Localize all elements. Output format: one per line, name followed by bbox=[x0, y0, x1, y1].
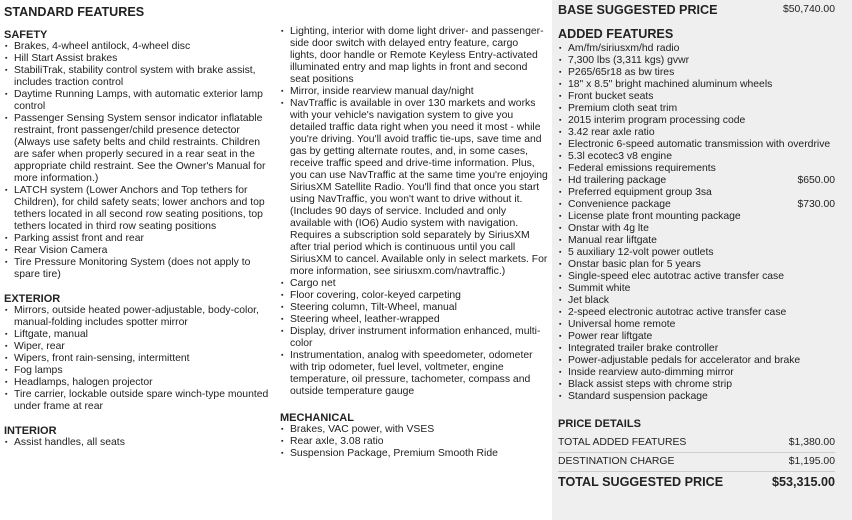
price-detail-value: $1,380.00 bbox=[788, 437, 835, 448]
list-item: ▪ Tire carrier, lockable outside spare winch-type mounted under frame at rear bbox=[4, 389, 272, 413]
added-feature-item bbox=[558, 187, 835, 199]
added-feature-item bbox=[558, 103, 835, 115]
added-feature-item bbox=[558, 247, 835, 259]
total-price-label: TOTAL SUGGESTED PRICE bbox=[558, 475, 724, 489]
price-detail-value: $1,195.00 bbox=[788, 456, 835, 467]
price-detail-label: DESTINATION CHARGE bbox=[558, 456, 675, 467]
added-feature-item bbox=[558, 79, 835, 91]
list-item: ▪ Daytime Running Lamps, with automatic exterior lamp control bbox=[4, 89, 272, 113]
added-feature-item bbox=[558, 67, 835, 79]
list-item: ▪ Steering column, Tilt-Wheel, manual bbox=[280, 302, 548, 314]
added-feature-item bbox=[558, 163, 835, 175]
list-item: ▪ Mirror, inside rearview manual day/night bbox=[280, 86, 548, 98]
list-item: ▪ Assist handles, all seats bbox=[4, 437, 272, 449]
list-item: ▪ Brakes, 4-wheel antilock, 4-wheel disc bbox=[4, 41, 272, 53]
added-feature-text: ▪ Convenience package bbox=[568, 199, 671, 210]
added-feature-text: ▪ Black assist steps with chrome strip bbox=[568, 379, 732, 390]
mechanical-list bbox=[280, 424, 548, 460]
added-feature-text: ▪ Standard suspension package bbox=[568, 391, 708, 402]
list-item: ▪ Tire Pressure Monitoring System (does not apply to spare tire) bbox=[4, 257, 272, 281]
added-feature-text: ▪ Electronic 6-speed automatic transmission with overdrive bbox=[568, 139, 831, 150]
base-price-value: $50,740.00 bbox=[782, 4, 835, 15]
added-feature-text: ▪ Front bucket seats bbox=[568, 91, 654, 102]
list-item: ▪ Passenger Sensing System sensor indicator inflatable restraint, front passenger/child presence detector (Always use safety belts and child restraints. Children are safer when properly secured in a rear seat in the appropriate child restraint. See the Owner's Manual for more information.) bbox=[4, 113, 272, 185]
list-item: ▪ Cargo net bbox=[280, 278, 548, 290]
added-feature-item bbox=[558, 367, 835, 379]
added-feature-text: ▪ Manual rear liftgate bbox=[568, 235, 657, 246]
base-price-row bbox=[558, 3, 835, 17]
added-feature-price: $730.00 bbox=[797, 199, 835, 210]
added-feature-text: ▪ Federal emissions requirements bbox=[568, 163, 716, 174]
price-detail-row bbox=[558, 434, 835, 453]
list-item: ▪ Rear Vision Camera bbox=[4, 245, 272, 257]
added-feature-item bbox=[558, 283, 835, 295]
added-feature-text: ▪ Onstar basic plan for 5 years bbox=[568, 259, 701, 270]
added-feature-item bbox=[558, 331, 835, 343]
added-feature-text: ▪ Power rear liftgate bbox=[568, 331, 653, 342]
list-item: ▪ Wiper, rear bbox=[4, 341, 272, 353]
list-item: ▪ LATCH system (Lower Anchors and Top tethers for Children), for child safety seats; lower anchors and top tethers located in all second row seating positions, top tethers located in third row seating positions bbox=[4, 185, 272, 233]
standard-features-title: STANDARD FEATURES bbox=[4, 5, 145, 19]
added-feature-item bbox=[558, 91, 835, 103]
price-detail-label: TOTAL ADDED FEATURES bbox=[558, 437, 687, 448]
added-feature-text: ▪ 5 auxiliary 12-volt power outlets bbox=[568, 247, 714, 258]
added-feature-text: ▪ Summit white bbox=[568, 283, 631, 294]
added-feature-item bbox=[558, 139, 835, 151]
added-feature-text: ▪ Hd trailering package bbox=[568, 175, 667, 186]
exterior-list bbox=[4, 305, 272, 413]
added-feature-text: ▪ Preferred equipment group 3sa bbox=[568, 187, 712, 198]
added-feature-item bbox=[558, 355, 835, 367]
added-feature-text: ▪ License plate front mounting package bbox=[568, 211, 741, 222]
added-feature-item bbox=[558, 43, 835, 55]
list-item: ▪ Parking assist front and rear bbox=[4, 233, 272, 245]
list-item: ▪ Steering wheel, leather-wrapped bbox=[280, 314, 548, 326]
added-features-list bbox=[558, 43, 835, 403]
standard-features-column-2 bbox=[280, 0, 548, 460]
list-item: ▪ Brakes, VAC power, with VSES bbox=[280, 424, 548, 436]
total-price-row bbox=[558, 474, 835, 490]
added-feature-text: ▪ Universal home remote bbox=[568, 319, 676, 330]
added-feature-item bbox=[558, 211, 835, 223]
list-item: ▪ Rear axle, 3.08 ratio bbox=[280, 436, 548, 448]
added-feature-text: ▪ 2015 interim program processing code bbox=[568, 115, 746, 126]
added-feature-text: ▪ 3.42 rear axle ratio bbox=[568, 127, 655, 138]
interior-list bbox=[4, 437, 272, 449]
added-feature-item bbox=[558, 295, 835, 307]
added-feature-text: ▪ Onstar with 4g lte bbox=[568, 223, 649, 234]
list-item: ▪ Headlamps, halogen projector bbox=[4, 377, 272, 389]
added-feature-item bbox=[558, 223, 835, 235]
list-item: ▪ NavTraffic is available in over 130 markets and works with your vehicle's navigation system to give you detailed traffic data right when you need it most - while you're driving. You'll avoid traffic tie-ups, save time and gas by getting alternate routes, and, in some cases, receive traffic speed and drive-time information. Plus, you can use NavTraffic at the same time you're enjoying SiriusXM Satellite Radio. You'll find that once you start using NavTraffic, you won't want to drive without it. (Includes 90 days of service. Included and only available with (IO6) Audio system with navigation. Requires a subscription sold separately by SiriusXM after trial period which is continuous until you call SiriusXM to cancel. Available only in select markets. For more information, see siriusxm.com/navtraffic.) bbox=[280, 98, 548, 278]
added-feature-text: ▪ P265/65r18 as bw tires bbox=[568, 67, 675, 78]
list-item: ▪ Lighting, interior with dome light driver- and passenger-side door switch with delayed entry feature, cargo lights, door handle or Remote Keyless Entry-activated illuminated entry and map lights in front and second seat positions bbox=[280, 26, 548, 86]
list-item: ▪ StabiliTrak, stability control system with brake assist, includes traction control bbox=[4, 65, 272, 89]
added-feature-item bbox=[558, 391, 835, 403]
added-feature-text: ▪ Single-speed elec autotrac active transfer case bbox=[568, 271, 785, 282]
added-feature-item bbox=[558, 319, 835, 331]
list-item: ▪ Floor covering, color-keyed carpeting bbox=[280, 290, 548, 302]
added-feature-text: ▪ 2-speed electronic autotrac active transfer case bbox=[568, 307, 787, 318]
added-feature-item bbox=[558, 271, 835, 283]
exterior-title: EXTERIOR bbox=[4, 293, 61, 305]
list-item: ▪ Hill Start Assist brakes bbox=[4, 53, 272, 65]
price-details-title: PRICE DETAILS bbox=[558, 418, 641, 430]
added-feature-text: ▪ 18" x 8.5" bright machined aluminum wheels bbox=[568, 79, 773, 90]
added-feature-item bbox=[558, 379, 835, 391]
added-feature-item bbox=[558, 115, 835, 127]
added-feature-item bbox=[558, 151, 835, 163]
list-item: ▪ Wipers, front rain-sensing, intermittent bbox=[4, 353, 272, 365]
base-price-label: BASE SUGGESTED PRICE bbox=[558, 3, 718, 17]
added-feature-item bbox=[558, 307, 835, 319]
list-item: ▪ Mirrors, outside heated power-adjustable, body-color, manual-folding includes spotter mirror bbox=[4, 305, 272, 329]
added-feature-text: ▪ Integrated trailer brake controller bbox=[568, 343, 719, 354]
list-item: ▪ Display, driver instrument information enhanced, multi-color bbox=[280, 326, 548, 350]
added-feature-item bbox=[558, 199, 835, 211]
safety-title: SAFETY bbox=[4, 29, 48, 41]
list-item: ▪ Suspension Package, Premium Smooth Ride bbox=[280, 448, 548, 460]
safety-list bbox=[4, 41, 272, 281]
added-feature-item bbox=[558, 175, 835, 187]
interior-title: INTERIOR bbox=[4, 425, 57, 437]
added-feature-text: ▪ Premium cloth seat trim bbox=[568, 103, 678, 114]
list-item: ▪ Instrumentation, analog with speedometer, odometer with trip odometer, fuel level, voltmeter, engine temperature, oil pressure, tachometer, compass and outside temperature gauge bbox=[280, 350, 548, 398]
total-price-value: $53,315.00 bbox=[771, 475, 835, 489]
interior-continued-list bbox=[280, 26, 548, 398]
added-feature-text: ▪ Jet black bbox=[568, 295, 610, 306]
added-feature-item bbox=[558, 259, 835, 271]
added-feature-text: ▪ 5.3l ecotec3 v8 engine bbox=[568, 151, 672, 162]
list-item: ▪ Fog lamps bbox=[4, 365, 272, 377]
added-feature-item bbox=[558, 127, 835, 139]
added-feature-item bbox=[558, 55, 835, 67]
added-feature-price: $650.00 bbox=[797, 175, 835, 186]
added-feature-text: ▪ Power-adjustable pedals for accelerator and brake bbox=[568, 355, 801, 366]
added-feature-text: ▪ Inside rearview auto-dimming mirror bbox=[568, 367, 734, 378]
added-feature-item bbox=[558, 235, 835, 247]
price-detail-row bbox=[558, 453, 835, 472]
added-feature-text: ▪ 7,300 lbs (3,311 kgs) gvwr bbox=[568, 55, 690, 66]
added-feature-text: ▪ Am/fm/siriusxm/hd radio bbox=[568, 43, 680, 54]
price-details-list bbox=[558, 434, 835, 472]
mechanical-title: MECHANICAL bbox=[280, 412, 354, 424]
pricing-panel bbox=[552, 0, 852, 520]
standard-features-column-1 bbox=[4, 0, 272, 449]
added-features-title: ADDED FEATURES bbox=[558, 27, 674, 41]
list-item: ▪ Liftgate, manual bbox=[4, 329, 272, 341]
added-feature-item bbox=[558, 343, 835, 355]
